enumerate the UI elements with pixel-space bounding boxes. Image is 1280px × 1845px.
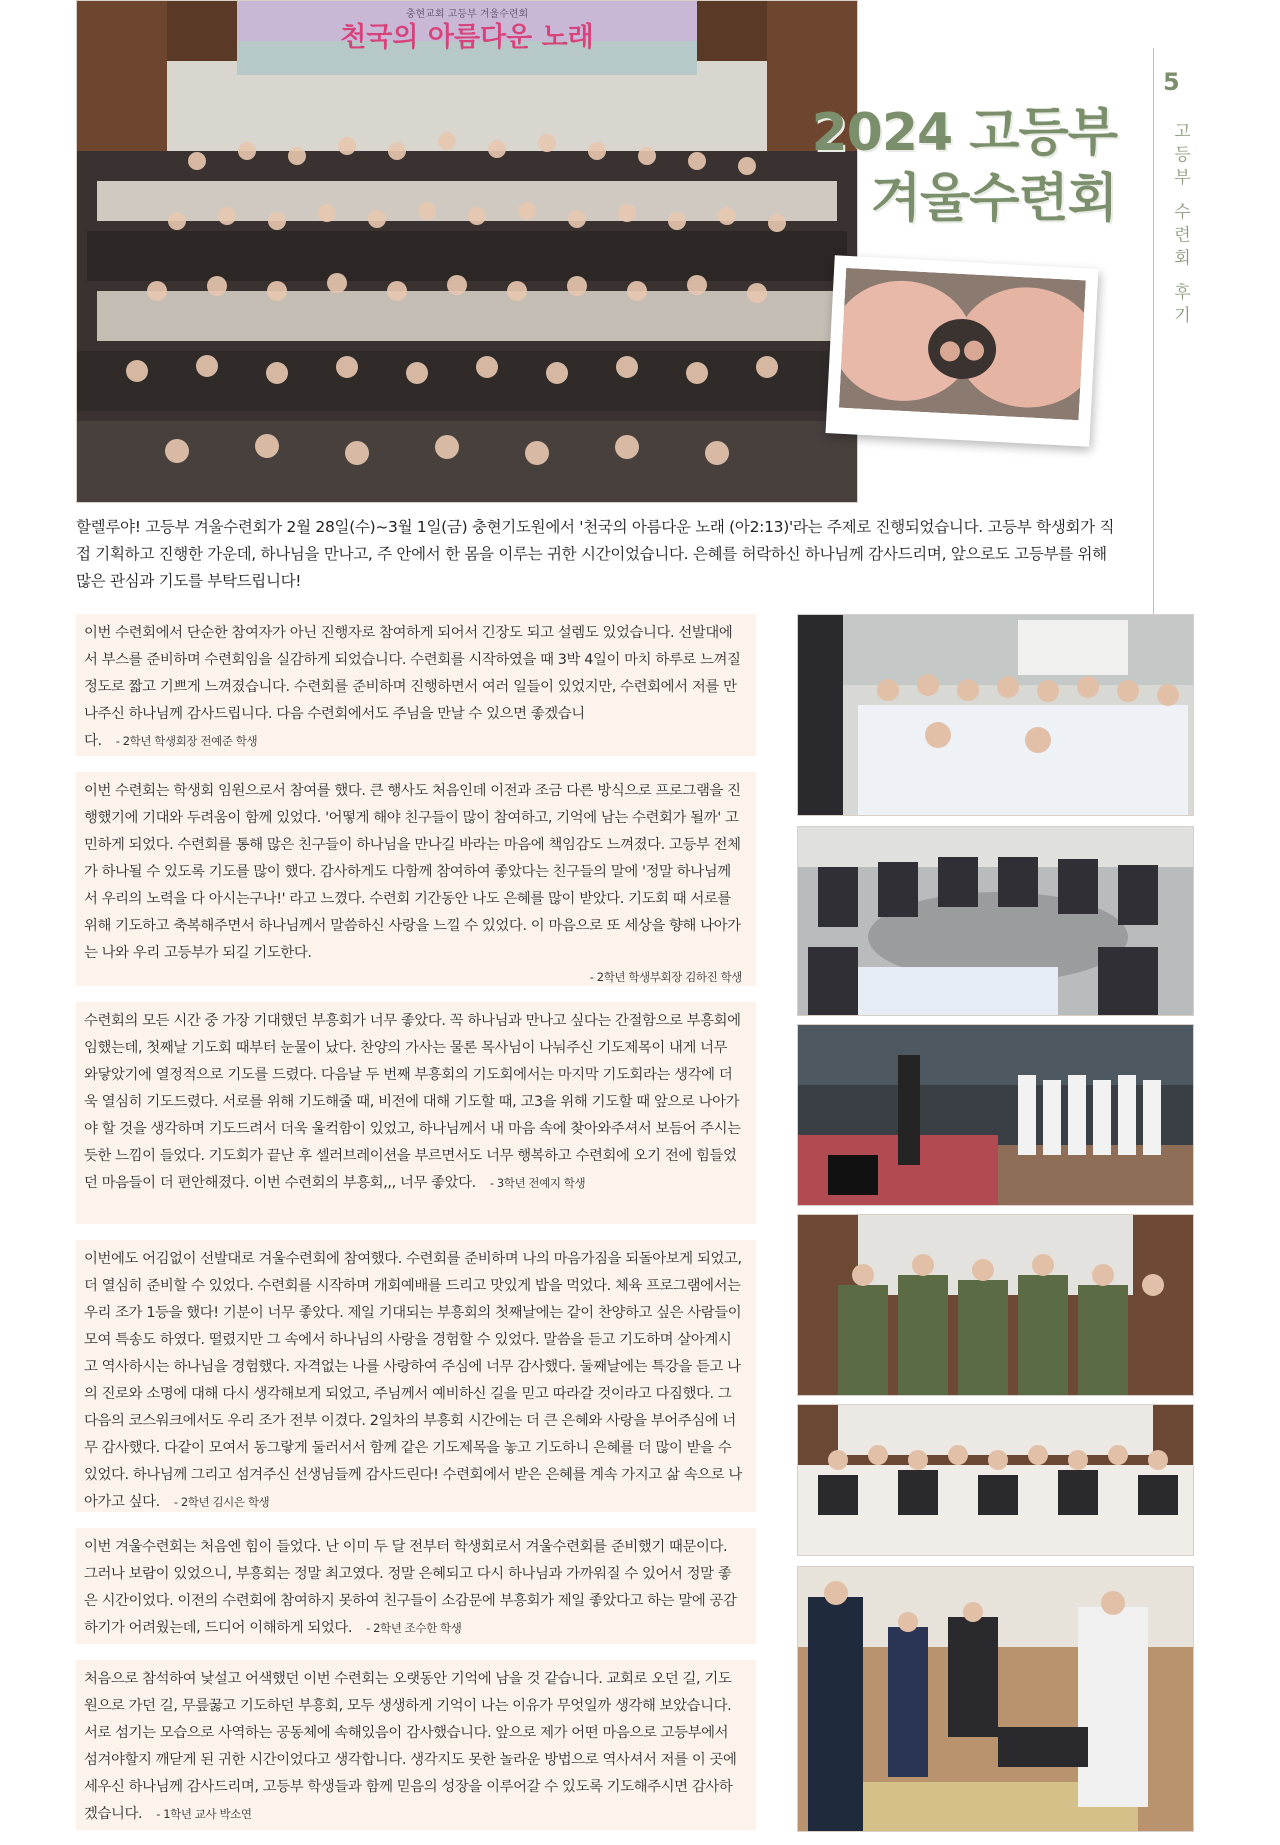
testimonial-text: 처음으로 참석하여 낯설고 어색했던 이번 수련회는 오랫동안 기억에 남을 것 같습니다. 교회로 오던 길, 기도원으로 가던 길, 무릎꿇고 기도하던 부흥회, 모두 생생하게 기억이 나는 이유가 무엇일까 생각해 보았습니다. 서로 섬기는 모습으로 사역하는 공동체에 속해있음이 감사했습니다. 앞으로 제가 어떤 마음으로 고등부에서 섬겨야할지 깨닫게 된 귀한 시간이었다고 생각합니다. 생각지도 못한 놀라운 방법으로 역사셔서 저를 이 곳에 세우신 하나님께 감사드리며, 고등부 학생들과 함께 믿음의 성장을 이루어갈 수 있도록 기도해주시면 감사하겠습니다. [84, 1671, 737, 1822]
main-group-photo [76, 0, 858, 503]
testimonial-author: - 2학년 학생부회장 김하진 학생 [589, 970, 742, 984]
testimonial-author: - 2학년 김시은 학생 [173, 1495, 270, 1509]
photo-prayer-circle [797, 826, 1194, 1016]
testimonial-text: 이번 수련회에서 단순한 참여자가 아닌 진행자로 참여하게 되어서 긴장도 되고 설렘도 있었습니다. 선발대에서 부스를 준비하며 수련회임을 실감하게 되었습니다. 수련회를 시작하였을 때 3박 4일이 마치 하루로 느껴질 정도로 짧고 기쁘게 느껴졌습니다. 수련회를 준비하며 진행하면서 여러 일들이 있었지만, 수련회에서 저를 만나주신 하나님께 감사드립니다. 다음 수련회에서도 주님을 만날 수 있으면 좋겠습니다. [84, 625, 741, 749]
title-line-1: 2024 고등부 [811, 103, 1117, 163]
testimonial-box [76, 1528, 756, 1644]
photo-game-activity [797, 1566, 1194, 1832]
page-number: 5 [1163, 68, 1180, 96]
intro-paragraph: 할렐루야! 고등부 겨울수련회가 2월 28일(수)~3월 1일(금) 충현기도원에서 '천국의 아름다운 노래 (아2:13)'라는 주제로 진행되었습니다. 고등부 학생회가 직접 기획하고 진행한 가운데, 하나님을 만나고, 주 안에서 한 몸을 이루는 귀한 시간이었습니다. 은혜를 허락하신 하나님께 감사드리며, 앞으로도 고등부를 위해 많은 관심과 기도를 부탁드립니다! [76, 518, 1115, 590]
testimonial-box [76, 1240, 756, 1512]
testimonial-author: - 3학년 전예지 학생 [489, 1176, 586, 1190]
testimonial-box [76, 1660, 756, 1830]
testimonial-box [76, 614, 756, 756]
polaroid-photo [826, 255, 1099, 447]
page-title [811, 100, 1117, 232]
testimonial-text: 이번에도 어김없이 선발대로 겨울수련회에 참여했다. 수련회를 준비하며 나의 마음가짐을 되돌아보게 되었고, 더 열심히 준비할 수 있었다. 수련회를 시작하며 개회예배를 드리고 맛있게 밥을 먹었다. 체육 프로그램에서는 우리 조가 1등을 했다! 기분이 너무 좋았다. 제일 기대되는 부흥회의 첫째날에는 같이 찬양하고 싶은 사람들이 모여 특송도 하였다. 떨렸지만 그 속에서 하나님의 사랑을 경험할 수 있었다. 말씀을 듣고 기도하며 살아계시고 역사하시는 하나님을 경험했다. 자격없는 나를 사랑하여 주심에 너무 감사했다. 둘째날에는 특강을 듣고 나의 진로와 소명에 대해 다시 생각해보게 되었고, 주님께서 예비하신 길을 믿고 따라갈 것이라고 다짐했다. 그 다음의 코스워크에서도 우리 조가 전부 이겼다. 2일차의 부흥회 시간에는 더 큰 은혜와 사랑을 부어주심에 너무 감사했다. 다같이 모여서 동그랗게 둘러서서 함께 같은 기도제목을 놓고 기도하니 은혜를 더 많이 받을 수 있었다. 하나님께 그리고 섬겨주신 선생님들께 감사드린다! 수련회에서 받은 은혜를 계속 가지고 삶 속으로 나아가고 싶다. [84, 1251, 742, 1510]
photo-student-council [797, 614, 1194, 816]
photo-group-green [797, 1214, 1194, 1396]
testimonial-text: 이번 수련회는 학생회 임원으로서 참여를 했다. 큰 행사도 처음인데 이전과 조금 다른 방식으로 프로그램을 진행했기에 기대와 두려움이 함께 있었다. '어떻게 해야 친구들이 많이 참여하고, 기억에 남는 수련회가 될까' 고민하게 되었다. 수련회를 통해 많은 친구들이 하나님을 만나길 바라는 마음에 책임감도 느껴졌다. 고등부 전체가 하나될 수 있도록 기도를 많이 했다. 감사하게도 다함께 참여하여 좋았다는 친구들의 말에 '정말 하나님께서 우리의 노력을 다 아시는구나!' 라고 느꼈다. 수련회 기간동안 나도 은혜를 많이 받았다. 기도회 때 서로를 위해 기도하고 축복해주면서 하나님께서 말씀하신 사랑을 느낄 수 있었다. 이 마음으로 또 세상을 향해 나아가는 나와 우리 고등부가 되길 기도한다. [84, 783, 741, 961]
side-section-label: 고등부 수련회 후기 [1170, 122, 1190, 329]
testimonial-text: 수련회의 모든 시간 중 가장 기대했던 부흥회가 너무 좋았다. 꼭 하나님과 만나고 싶다는 간절함으로 부흥회에 임했는데, 첫째날 기도회 때부터 눈물이 났다. 찬양의 가사는 물론 목사님이 나눠주신 기도제목이 내게 너무 와닿았기에 열정적으로 기도를 드렸다. 다음날 두 번째 부흥회의 기도회에서는 마지막 기도회라는 생각에 더욱 열심히 기도드렸다. 서로를 위해 기도해줄 때, 비전에 대해 기도할 때, 고3을 위해 기도할 때 앞으로 나아가야 할 것을 생각하며 기도드려서 더욱 울컥함이 있었고, 하나님께서 내 마음 속에 찾아와주셔서 보듬어 주시는 듯한 느낌이 들었다. 기도회가 끝난 후 셀러브레이션을 부르면서도 너무 행복하고 수련회에 오기 전에 힘들었던 마음들이 더 편안해졌다. 이번 수련회의 부흥회,,, 너무 좋았다. [84, 1013, 741, 1191]
photo-worship-band [797, 1024, 1194, 1206]
testimonial-text: 이번 겨울수련회는 처음엔 힘이 들었다. 난 이미 두 달 전부터 학생회로서 겨울수련회를 준비했기 때문이다. 그러나 보람이 있었으니, 부흥회는 정말 최고였다. 정말 은혜되고 다시 하나님과 가까워질 수 있어서 정말 좋은 시간이었다. 이전의 수련회에 참여하지 못하여 친구들이 소감문에 부흥회가 제일 좋았다고 하는 말에 공감하기가 어려웠는데, 드디어 이해하게 되었다. [84, 1539, 737, 1636]
banner-title: 천국의 아름다운 노래 [340, 22, 594, 53]
testimonial-author: - 1학년 교사 박소연 [156, 1807, 252, 1821]
testimonial-box [76, 1002, 756, 1224]
testimonial-author: - 2학년 조수한 학생 [366, 1621, 462, 1635]
testimonial-author: - 2학년 학생회장 전예준 학생 [115, 734, 258, 748]
banner-church-line: 충현교회 고등부 겨울수련회 [405, 9, 529, 20]
title-line-2: 겨울수련회 [870, 169, 1117, 229]
photo-group-white [797, 1404, 1194, 1556]
testimonial-box [76, 772, 756, 986]
side-divider [1153, 48, 1154, 615]
